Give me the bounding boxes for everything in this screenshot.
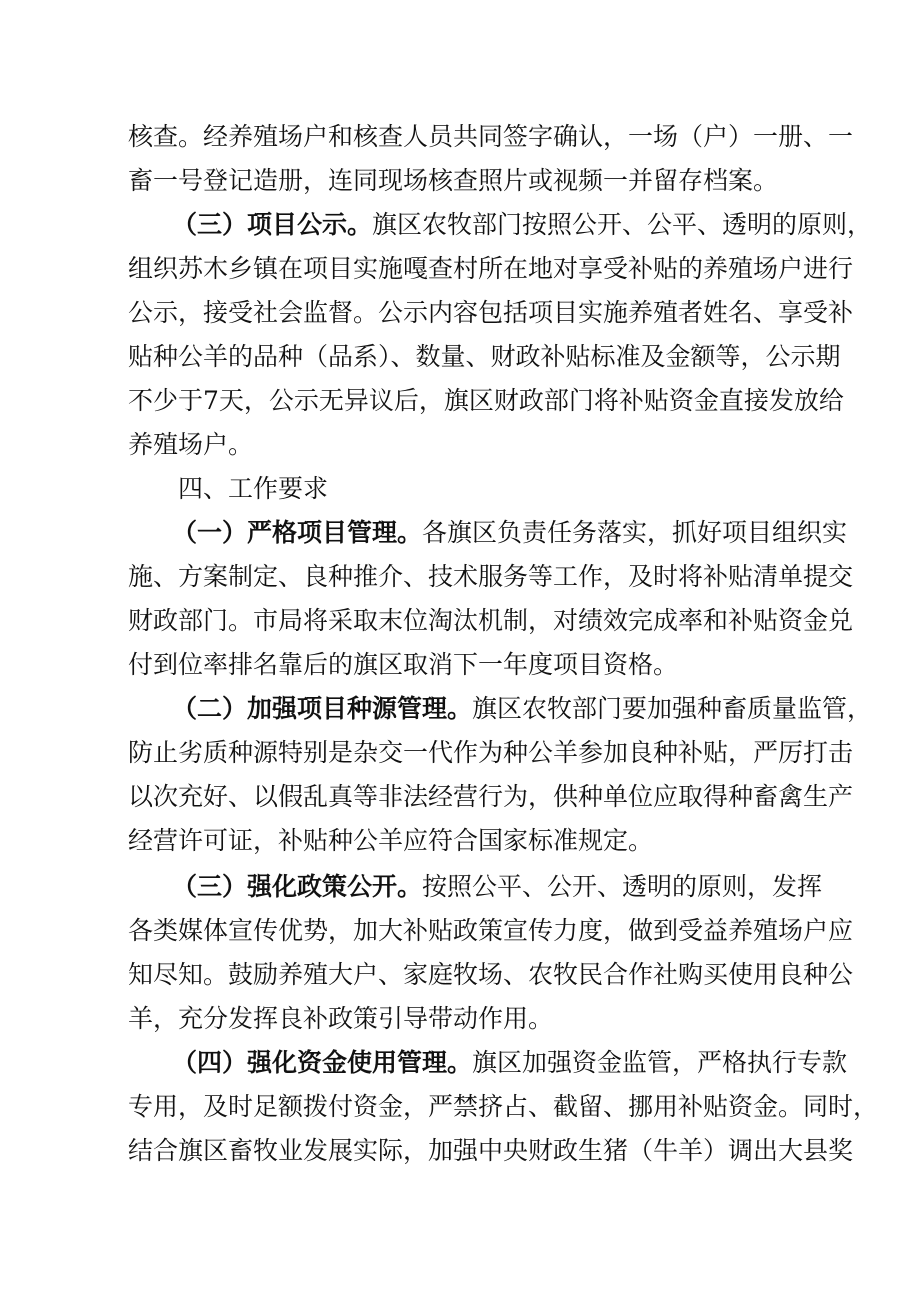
text-line: 知尽知。鼓励养殖大户、家庭牧场、农牧民合作社购买使用良种公 [128,960,854,989]
paragraph-first-line [172,870,823,904]
text-line: 贴种公羊的品种（品系）、数量、财政补贴标准及金额等，公示期 [128,342,841,371]
paragraph-first-line [172,516,848,550]
text-line: 不少于7天，公示无异议后，旗区财政部门将补贴资金直接发放给 [128,386,844,415]
paragraph-text: 按照公平、公开、透明的原则，发挥 [422,872,823,901]
text-line: 防止劣质种源特别是杂交一代作为种公羊参加良种补贴，严厉打击 [128,738,854,767]
paragraph-heading: （一）严格项目管理。 [172,518,423,547]
text-line: 结合旗区畜牧业发展实际，加强中央财政生猪（牛羊）调出大县奖 [128,1136,854,1165]
text-line: 公示，接受社会监督。公示内容包括项目实施养殖者姓名、享受补 [128,298,854,327]
text-line: 核查。经养殖场户和核查人员共同签字确认，一场（户）一册、一 [128,122,854,151]
text-line: 付到位率排名靠后的旗区取消下一年度项目资格。 [128,650,679,679]
paragraph-text: 各旗区负责任务落实，抓好项目组织实 [422,518,848,547]
paragraph-heading: （三）项目公示。 [172,210,373,239]
paragraph-heading: （三）强化政策公开。 [172,872,423,901]
paragraph-first-line [172,692,873,726]
paragraph-text: 旗区农牧部门要加强种畜质量监管， [472,694,873,723]
paragraph-heading: （二）加强项目种源管理。 [172,694,473,723]
paragraph-text: 旗区加强资金监管，严格执行专款 [472,1048,848,1077]
text-line: 羊，充分发挥良补政策引导带动作用。 [128,1004,554,1033]
text-line: 施、方案制定、良种推介、技术服务等工作，及时将补贴清单提交 [128,562,854,591]
paragraph-text: 旗区农牧部门按照公开、公平、透明的原则， [372,210,873,239]
paragraph-first-line [172,208,873,242]
text-line: 财政部门。市局将采取末位淘汰机制，对绩效完成率和补贴资金兑 [128,606,854,635]
text-line: 养殖场户。 [128,430,254,459]
section-title: 四、工作要求 [178,474,329,503]
text-line: 畜一号登记造册，连同现场核查照片或视频一并留存档案。 [128,166,779,195]
text-line: 以次充好、以假乱真等非法经营行为，供种单位应取得种畜禽生产 [128,782,854,811]
text-line: 各类媒体宣传优势，加大补贴政策宣传力度，做到受益养殖场户应 [128,916,854,945]
paragraph-heading: （四）强化资金使用管理。 [172,1048,473,1077]
text-line: 专用，及时足额拨付资金，严禁挤占、截留、挪用补贴资金。同时， [128,1092,879,1121]
text-line: 经营许可证，补贴种公羊应符合国家标准规定。 [128,826,654,855]
paragraph-first-line [172,1046,848,1080]
text-line: 组织苏木乡镇在项目实施嘎查村所在地对享受补贴的养殖场户进行 [128,254,854,283]
